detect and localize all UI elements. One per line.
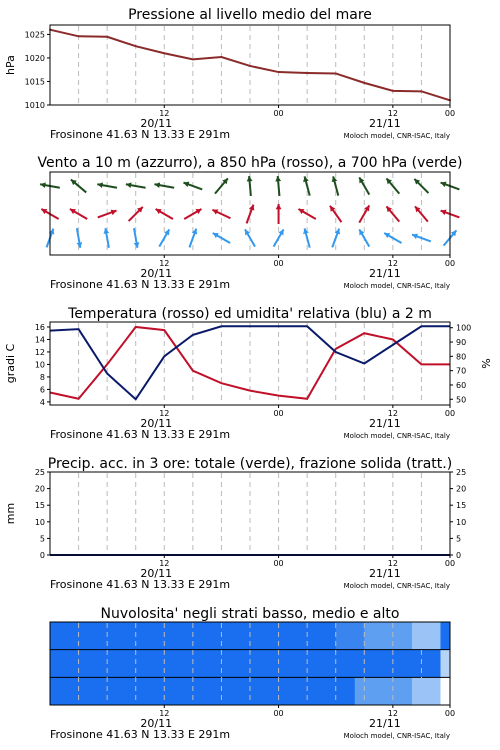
x-tick-label: 00 (273, 109, 284, 118)
cloud-cell-basso (69, 677, 79, 705)
cloud-cell-basso (355, 677, 365, 705)
cloud-cell-alto (393, 622, 403, 650)
x-tick-label: 00 (273, 259, 284, 268)
cloud-cell-basso (126, 677, 136, 705)
cloud-cell-alto (98, 622, 108, 650)
cloud-cell-basso (79, 677, 89, 705)
pressure-point (135, 45, 137, 47)
pressure-point (163, 52, 165, 54)
x-tick-label: 12 (159, 109, 170, 118)
y-tick-label: 1020 (24, 53, 45, 63)
temperature-chart (4, 306, 493, 441)
cloud-cell-medio (431, 650, 441, 678)
cloud-cell-alto (136, 622, 146, 650)
location-label: Frosinone 41.63 N 13.33 E 291m (50, 578, 231, 591)
cloud-cell-alto (269, 622, 279, 650)
y-tick-label: 1025 (24, 30, 45, 40)
x-tick-label: 12 (387, 709, 398, 718)
arrow-head (275, 176, 281, 181)
cloud-cell-basso (402, 677, 412, 705)
y-tick-label: 1010 (24, 101, 45, 110)
pressure-point (78, 35, 80, 37)
y-tick-label: 10 (34, 360, 45, 370)
pressure-point (192, 58, 194, 60)
cloud-cell-medio (221, 650, 231, 678)
cloud-cell-basso (307, 677, 317, 705)
cloud-cell-basso (136, 677, 146, 705)
cloud-cell-basso (326, 677, 336, 705)
cloud-cell-alto (355, 622, 365, 650)
pressure-point (220, 56, 222, 58)
cloud-cell-medio (402, 650, 412, 678)
cloud-cell-basso (364, 677, 374, 705)
y-tick-label: 5 (39, 534, 45, 544)
cloud-cell-alto (307, 622, 317, 650)
cloud-cell-alto (279, 622, 289, 650)
cloud-cell-alto (221, 622, 231, 650)
cloud-cell-medio (126, 650, 136, 678)
credit-label: Moloch model, CNR-ISAC, Italy (343, 582, 450, 590)
cloud-cell-basso (193, 677, 203, 705)
credit-label: Moloch model, CNR-ISAC, Italy (343, 432, 450, 440)
cloud-cell-medio (269, 650, 279, 678)
y-tick-label: 0 (39, 551, 45, 560)
cloud-cell-basso (317, 677, 327, 705)
cloud-cell-basso (60, 677, 70, 705)
y2-tick-label: 25 (456, 468, 467, 477)
cloud-cell-basso (145, 677, 155, 705)
x-tick-label: 00 (444, 409, 456, 418)
cloud-cell-medio (174, 650, 184, 678)
cloud-cell-medio (231, 650, 241, 678)
cloud-cell-basso (269, 677, 279, 705)
y-tick-label: 16 (34, 322, 45, 332)
x-tick-label: 12 (387, 259, 398, 268)
wind-arrow-700-hPa (71, 180, 86, 193)
cloud-cell-alto (88, 622, 98, 650)
credit-label: Moloch model, CNR-ISAC, Italy (343, 132, 450, 140)
x-tick-label: 00 (444, 709, 456, 718)
cloud-cell-basso (240, 677, 250, 705)
date-label: 20/11 (140, 117, 173, 130)
y-tick-label: 4 (39, 397, 45, 407)
credit-label: Moloch model, CNR-ISAC, Italy (343, 282, 450, 290)
temperature-title: Temperatura (rosso) ed umidita' relativa (blu) a 2 m (68, 306, 432, 322)
cloud-cell-medio (355, 650, 365, 678)
cloud-cell-basso (231, 677, 241, 705)
wind-arrow-850-hPa (276, 204, 282, 224)
wind-arrow-10-m (103, 228, 109, 248)
location-label: Frosinone 41.63 N 13.33 E 291m (50, 128, 231, 141)
wind-arrow-10-m (332, 229, 340, 248)
cloud-cell-alto (402, 622, 412, 650)
cloud-cell-alto (60, 622, 70, 650)
cloud-cell-medio (345, 650, 355, 678)
cloud-cell-medio (374, 650, 384, 678)
x-tick-label: 12 (387, 109, 398, 118)
cloud-cell-alto (298, 622, 308, 650)
date-label: 21/11 (369, 567, 401, 580)
y2-tick-label: 90 (456, 338, 467, 348)
x-tick-label: 12 (159, 709, 170, 718)
cloud-cell-alto (183, 622, 193, 650)
cloud-cell-medio (136, 650, 146, 678)
location-label: Frosinone 41.63 N 13.33 E 291m (50, 278, 231, 291)
y-tick-label: 12 (34, 347, 45, 357)
cloud-cell-basso (336, 677, 346, 705)
cloud-cell-medio (164, 650, 174, 678)
wind-arrow-10-m (213, 233, 230, 243)
cloud-cell-alto (336, 622, 346, 650)
pressure-chart (4, 7, 455, 141)
wind-arrow-10-m (303, 228, 310, 247)
cloud-cell-medio (240, 650, 250, 678)
cloud-cell-medio (155, 650, 165, 678)
cloud-cell-medio (421, 650, 431, 678)
cloud-cell-basso (202, 677, 212, 705)
cloud-cell-medio (79, 650, 89, 678)
cloud-cell-medio (145, 650, 155, 678)
y-tick-label: 10 (34, 517, 45, 527)
cloud-cell-medio (60, 650, 70, 678)
cloud-cell-alto (374, 622, 384, 650)
x-tick-label: 00 (444, 559, 456, 568)
cloud-cell-medio (383, 650, 393, 678)
pressure-title: Pressione al livello medio del mare (128, 7, 372, 23)
cloud-cell-alto (155, 622, 165, 650)
cloud-cell-medio (364, 650, 374, 678)
cloud-cell-alto (69, 622, 79, 650)
cloud-cell-basso (174, 677, 184, 705)
cloud-cell-alto (345, 622, 355, 650)
date-label: 21/11 (369, 417, 401, 430)
cloud-cell-alto (383, 622, 393, 650)
cloud-cell-alto (50, 622, 60, 650)
cloud-cell-alto (212, 622, 222, 650)
cloud-cell-medio (117, 650, 127, 678)
cloud-cell-alto (202, 622, 212, 650)
cloud-cell-basso (155, 677, 165, 705)
arrow-head (276, 204, 282, 209)
pressure-point (106, 36, 108, 38)
pressure-point (306, 72, 308, 74)
cloud-cell-medio (183, 650, 193, 678)
cloud-cell-basso (440, 677, 450, 705)
pressure-point (392, 90, 394, 92)
pressure-point (363, 82, 365, 84)
y2-tick-label: 20 (456, 484, 467, 494)
wind-title: Vento a 10 m (azzurro), a 850 hPa (rosso), a 700 hPa (verde) (37, 155, 463, 171)
cloud-cell-alto (240, 622, 250, 650)
cloud-cell-alto (288, 622, 298, 650)
cloud-cell-medio (412, 650, 422, 678)
x-tick-label: 12 (159, 559, 170, 568)
cloud-cell-alto (260, 622, 270, 650)
cloud-cell-medio (88, 650, 98, 678)
wind-chart (37, 155, 462, 291)
date-label: 20/11 (140, 417, 173, 430)
cloud-cell-alto (164, 622, 174, 650)
wind-arrow-10-m (189, 229, 197, 248)
date-label: 20/11 (140, 267, 173, 280)
cloud-cell-medio (279, 650, 289, 678)
pressure-point (249, 65, 251, 67)
wind-arrow-10-m (134, 228, 140, 248)
y2-tick-label: 70 (456, 366, 467, 376)
x-tick-label: 00 (444, 109, 456, 118)
cloud-cell-basso (107, 677, 117, 705)
wind-arrow-10-m (77, 228, 83, 248)
wind-arrow-700-hPa (332, 176, 339, 195)
y-axis-label: % (480, 358, 493, 369)
cloud-cell-basso (393, 677, 403, 705)
y2-tick-label: 10 (456, 517, 467, 527)
precip-title: Precip. acc. in 3 ore: totale (verde), frazione solida (tratt.) (47, 456, 453, 472)
cloud-cell-basso (421, 677, 431, 705)
y-axis-label: hPa (4, 55, 17, 75)
cloud-cell-basso (298, 677, 308, 705)
cloud-cell-alto (145, 622, 155, 650)
cloud-cell-medio (250, 650, 260, 678)
cloud-cell-basso (345, 677, 355, 705)
cloud-cell-basso (212, 677, 222, 705)
cloud-cell-basso (383, 677, 393, 705)
cloud-cell-alto (126, 622, 136, 650)
y-axis-label: gradi C (4, 343, 17, 384)
cloud-cell-alto (326, 622, 336, 650)
arrow-head (247, 176, 253, 181)
clouds-chart (50, 606, 455, 741)
cloud-cell-medio (98, 650, 108, 678)
date-label: 20/11 (140, 717, 173, 730)
cloud-cell-alto (174, 622, 184, 650)
pressure-point (278, 71, 280, 73)
cloud-cell-alto (317, 622, 327, 650)
cloud-cell-medio (307, 650, 317, 678)
cloud-cell-basso (98, 677, 108, 705)
precip-chart (4, 456, 466, 591)
credit-label: Moloch model, CNR-ISAC, Italy (343, 732, 450, 740)
x-tick-label: 12 (159, 409, 170, 418)
y2-tick-label: 0 (456, 551, 462, 560)
cloud-cell-basso (260, 677, 270, 705)
cloud-cell-medio (50, 650, 60, 678)
pressure-point (335, 72, 337, 74)
cloud-cell-medio (317, 650, 327, 678)
cloud-cell-basso (431, 677, 441, 705)
cloud-cell-basso (88, 677, 98, 705)
date-label: 21/11 (369, 267, 401, 280)
cloud-cell-basso (164, 677, 174, 705)
cloud-cell-medio (202, 650, 212, 678)
y2-tick-label: 50 (456, 395, 467, 405)
y-tick-label: 14 (34, 335, 45, 345)
x-tick-label: 00 (444, 259, 456, 268)
y-tick-label: 6 (39, 385, 45, 395)
y-axis-label: mm (4, 502, 17, 525)
cloud-cell-basso (288, 677, 298, 705)
cloud-cell-alto (421, 622, 431, 650)
cloud-cell-medio (288, 650, 298, 678)
cloud-cell-basso (50, 677, 60, 705)
y-tick-label: 15 (34, 501, 45, 511)
cloud-cell-alto (117, 622, 127, 650)
cloud-cell-medio (260, 650, 270, 678)
x-tick-label: 12 (387, 409, 398, 418)
date-label: 20/11 (140, 567, 173, 580)
cloud-cell-medio (326, 650, 336, 678)
y-tick-label: 20 (34, 484, 45, 494)
cloud-cell-basso (250, 677, 260, 705)
cloud-cell-alto (364, 622, 374, 650)
cloud-cell-medio (107, 650, 117, 678)
cloud-cell-alto (412, 622, 422, 650)
y2-tick-label: 100 (456, 323, 472, 333)
cloud-cell-basso (117, 677, 127, 705)
cloud-cell-medio (440, 650, 450, 678)
date-label: 21/11 (369, 717, 401, 730)
y2-tick-label: 5 (456, 534, 462, 544)
cloud-cell-medio (393, 650, 403, 678)
y-tick-label: 1015 (24, 77, 45, 87)
x-tick-label: 12 (159, 259, 170, 268)
cloud-cell-basso (279, 677, 289, 705)
y2-tick-label: 15 (456, 501, 467, 511)
y-tick-label: 8 (39, 372, 45, 382)
cloud-cell-basso (374, 677, 384, 705)
cloud-cell-medio (193, 650, 203, 678)
cloud-cell-medio (298, 650, 308, 678)
cloud-cell-basso (221, 677, 231, 705)
cloud-cell-alto (231, 622, 241, 650)
cloud-cell-basso (183, 677, 193, 705)
x-tick-label: 12 (387, 559, 398, 568)
location-label: Frosinone 41.63 N 13.33 E 291m (50, 728, 231, 741)
location-label: Frosinone 41.63 N 13.33 E 291m (50, 428, 231, 441)
wind-arrow-700-hPa (303, 176, 310, 195)
cloud-cell-medio (69, 650, 79, 678)
cloud-cell-alto (250, 622, 260, 650)
date-label: 21/11 (369, 117, 401, 130)
cloud-cell-alto (79, 622, 89, 650)
y2-tick-label: 60 (456, 380, 467, 390)
x-tick-label: 00 (273, 559, 284, 568)
pressure-point (420, 90, 422, 92)
wind-arrow-700-hPa (414, 179, 428, 193)
y-tick-label: 25 (34, 468, 45, 477)
x-tick-label: 00 (273, 409, 284, 418)
cloud-cell-alto (440, 622, 450, 650)
y2-tick-label: 80 (456, 352, 467, 362)
cloud-cell-alto (107, 622, 117, 650)
x-tick-label: 00 (273, 709, 284, 718)
clouds-title: Nuvolosita' negli strati basso, medio e alto (100, 606, 400, 622)
cloud-cell-medio (212, 650, 222, 678)
wind-arrow-10-m (384, 233, 401, 243)
cloud-cell-medio (336, 650, 346, 678)
cloud-cell-alto (193, 622, 203, 650)
cloud-cell-alto (431, 622, 441, 650)
cloud-cell-basso (412, 677, 422, 705)
